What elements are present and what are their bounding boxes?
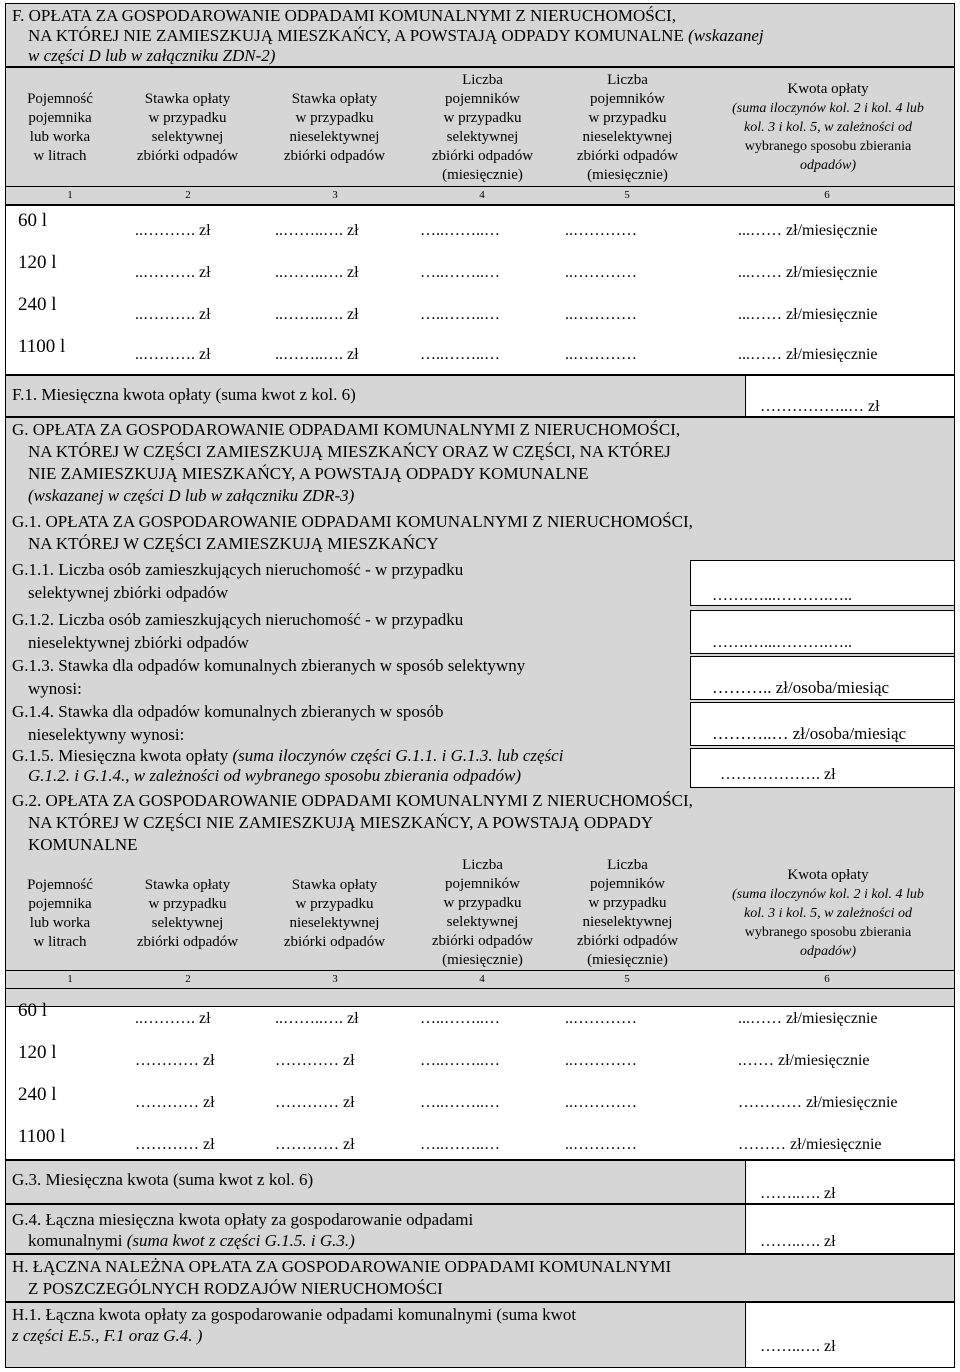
f-amount-field[interactable]: ...…… zł/miesięcznie xyxy=(738,306,878,323)
g13-label-line2: wynosi: xyxy=(28,679,82,698)
g2-title-line1: G.2. OPŁATA ZA GOSPODAROWANIE ODPADAMI KOMUNALNYMI Z NIERUCHOMOŚCI, xyxy=(12,791,693,810)
g3-value-field[interactable]: ……..…. zł xyxy=(760,1185,836,1202)
g4-label-line2: komunalnymi (suma kwot z części G.1.5. i G.3.) xyxy=(28,1231,355,1250)
f-row-capacity: 120 l xyxy=(18,252,57,273)
f-nonselective-count-field[interactable]: ..………… xyxy=(565,264,637,281)
g2-column-number-3: 3 xyxy=(332,973,338,985)
g2-amount-field[interactable]: .…… zł/miesięcznie xyxy=(738,1052,870,1069)
g2-nonselective-rate-field[interactable]: ………… zł xyxy=(275,1094,355,1111)
g2-nonselective-count-field[interactable]: ..………… xyxy=(565,1052,637,1069)
g2-amount-field[interactable]: ………… zł/miesięcznie xyxy=(738,1094,898,1111)
column-header-selective-rate: Stawka opłaty w przypadku selektywnej zbiórki odpadów xyxy=(136,91,239,164)
g2-selective-count-field[interactable]: …..……..… xyxy=(420,1010,500,1027)
g2-amount-field[interactable]: ...…… zł/miesięcznie xyxy=(738,1010,878,1027)
g2-column-number-6: 6 xyxy=(824,973,830,985)
f-selective-rate-field[interactable]: ..………. zł xyxy=(135,346,211,363)
column-number-1: 1 xyxy=(67,189,73,201)
f1-value-field[interactable]: ……………..… zł xyxy=(760,398,880,415)
g2-column-header-amount: Kwota opłaty (suma iloczynów kol. 2 i kol. 4 lub kol. 3 i kol. 5, w zależności od wybranego sposobu zbierania odpadów) xyxy=(732,867,924,959)
g2-selective-count-field[interactable]: …..……..… xyxy=(420,1094,500,1111)
g2-selective-rate-field[interactable]: ………… zł xyxy=(135,1136,215,1153)
g2-nonselective-rate-field[interactable]: ..……..…. zł xyxy=(275,1010,359,1027)
h1-label-line2: z części E.5., F.1 oraz G.4. ) xyxy=(12,1326,203,1345)
f-nonselective-count-field[interactable]: ..………… xyxy=(565,346,637,363)
g2-column-number-1: 1 xyxy=(67,973,73,985)
g2-column-number-2: 2 xyxy=(185,973,191,985)
g2-nonselective-count-field[interactable]: ..………… xyxy=(565,1136,637,1153)
g2-column-header-capacity: Pojemność pojemnika lub worka w litrach xyxy=(27,877,93,950)
section-h-title-line2: Z POSZCZEGÓLNYCH RODZAJÓW NIERUCHOMOŚCI xyxy=(28,1279,443,1298)
f-nonselective-rate-field[interactable]: ..……..…. zł xyxy=(275,306,359,323)
g2-column-number-divider xyxy=(5,970,955,971)
section-g-title-line1: G. OPŁATA ZA GOSPODAROWANIE ODPADAMI KOMUNALNYMI Z NIERUCHOMOŚCI, xyxy=(12,420,681,439)
section-h-title-line1: H. ŁĄCZNA NALEŻNA OPŁATA ZA GOSPODAROWANIE ODPADAMI KOMUNALNYMI xyxy=(12,1257,672,1276)
g2-selective-count-field[interactable]: …..……..… xyxy=(420,1052,500,1069)
section-g-title-line3: NIE ZAMIESZKUJĄ MIESZKAŃCY, A POWSTAJĄ ODPADY KOMUNALNE xyxy=(28,464,589,483)
section-f-title-line1: F. OPŁATA ZA GOSPODAROWANIE ODPADAMI KOMUNALNYMI Z NIERUCHOMOŚCI, xyxy=(12,6,676,25)
f-selective-count-field[interactable]: …..……..… xyxy=(420,222,500,239)
g13-value-field[interactable]: ……….. zł/osoba/miesiąc xyxy=(712,678,890,697)
g2-row-capacity: 120 l xyxy=(18,1042,57,1063)
g2-nonselective-rate-field[interactable]: ………… zł xyxy=(275,1136,355,1153)
g2-selective-rate-field[interactable]: ………… zł xyxy=(135,1094,215,1111)
g1-title-line1: G.1. OPŁATA ZA GOSPODAROWANIE ODPADAMI KOMUNALNYMI Z NIERUCHOMOŚCI, xyxy=(12,512,693,531)
g2-selective-rate-field[interactable]: ………… zł xyxy=(135,1052,215,1069)
f-row-capacity: 1100 l xyxy=(18,336,66,357)
g2-nonselective-rate-field[interactable]: ………… zł xyxy=(275,1052,355,1069)
f-nonselective-rate-field[interactable]: ..……..…. zł xyxy=(275,346,359,363)
g12-label-line1: G.1.2. Liczba osób zamieszkujących nieruchomość - w przypadku xyxy=(12,610,464,629)
f-nonselective-rate-field[interactable]: ..……..…. zł xyxy=(275,264,359,281)
column-number-5: 5 xyxy=(624,189,630,201)
h1-value-field[interactable]: ……..…. zł xyxy=(760,1338,836,1355)
g3-label: G.3. Miesięczna kwota (suma kwot z kol. 6) xyxy=(12,1170,314,1189)
f-selective-count-field[interactable]: …..……..… xyxy=(420,346,500,363)
f-row-capacity: 240 l xyxy=(18,294,57,315)
g2-selective-count-field[interactable]: …..……..… xyxy=(420,1136,500,1153)
h1-value-box xyxy=(745,1302,955,1368)
g4-label-line1: G.4. Łączna miesięczna kwota opłaty za gospodarowanie odpadami xyxy=(12,1210,474,1229)
column-number-6: 6 xyxy=(824,189,830,201)
f-nonselective-rate-field[interactable]: ..……..…. zł xyxy=(275,222,359,239)
g2-column-header-nonselective-count: Liczba pojemników w przypadku nieselektywnej zbiórki odpadów (miesięcznie) xyxy=(576,857,679,968)
section-g-title-line2: NA KTÓREJ W CZĘŚCI ZAMIESZKUJĄ MIESZKAŃCY ORAZ W CZĘŚCI, NA KTÓREJ xyxy=(28,442,671,461)
f-selective-rate-field[interactable]: ..………. zł xyxy=(135,222,211,239)
g12-label-line2: nieselektywnej zbiórki odpadów xyxy=(28,633,249,652)
g15-value-field[interactable]: ………………. zł xyxy=(720,766,836,783)
g15-label-line2: G.1.2. i G.1.4., w zależności od wybranego sposobu zbierania odpadów) xyxy=(28,766,521,785)
column-number-3: 3 xyxy=(332,189,338,201)
column-number-divider xyxy=(5,186,955,187)
g2-selective-rate-field[interactable]: ..………. zł xyxy=(135,1010,211,1027)
g2-amount-field[interactable]: ……… zł/miesięcznie xyxy=(738,1136,882,1153)
g2-title-line3: KOMUNALNE xyxy=(28,835,138,854)
f-row-capacity: 60 l xyxy=(18,210,48,231)
g4-value-field[interactable]: ……..…. zł xyxy=(760,1233,836,1250)
f-amount-field[interactable]: ...…… zł/miesięcznie xyxy=(738,222,878,239)
column-header-amount: Kwota opłaty (suma iloczynów kol. 2 i kol. 4 lub kol. 3 i kol. 5, w zależności od wybranego sposobu zbierania odpadów) xyxy=(732,81,924,173)
column-number-2: 2 xyxy=(185,189,191,201)
g2-row-capacity: 240 l xyxy=(18,1084,57,1105)
g2-nonselective-count-field[interactable]: ..………… xyxy=(565,1010,637,1027)
g1-title-line2: NA KTÓREJ W CZĘŚCI ZAMIESZKUJĄ MIESZKAŃCY xyxy=(28,534,439,553)
column-header-selective-count: Liczba pojemników w przypadku selektywnej zbiórki odpadów (miesięcznie) xyxy=(431,72,534,183)
g2-title-line2: NA KTÓREJ W CZĘŚCI NIE ZAMIESZKUJĄ MIESZKAŃCY, A POWSTAJĄ ODPADY xyxy=(28,813,654,832)
column-header-capacity: Pojemność pojemnika lub worka w litrach xyxy=(27,91,93,164)
f-nonselective-count-field[interactable]: ..………… xyxy=(565,222,637,239)
g2-row-capacity: 1100 l xyxy=(18,1126,66,1147)
g2-column-header-selective-count: Liczba pojemników w przypadku selektywnej zbiórki odpadów (miesięcznie) xyxy=(431,857,534,968)
g14-label-line1: G.1.4. Stawka dla odpadów komunalnych zbieranych w sposób xyxy=(12,702,444,721)
g11-label-line2: selektywnej zbiórki odpadów xyxy=(28,583,229,602)
g15-label-line1: G.1.5. Miesięczna kwota opłaty (suma iloczynów części G.1.1. i G.1.3. lub części xyxy=(12,746,564,765)
f-selective-rate-field[interactable]: ..………. zł xyxy=(135,306,211,323)
f-selective-count-field[interactable]: …..……..… xyxy=(420,306,500,323)
g2-row-capacity: 60 l xyxy=(18,1000,48,1021)
g2-column-number-4: 4 xyxy=(479,973,485,985)
f-selective-count-field[interactable]: …..……..… xyxy=(420,264,500,281)
section-g-title-line4: (wskazanej w części D lub w załączniku ZDR-3) xyxy=(28,486,355,505)
f-amount-field[interactable]: ...…… zł/miesięcznie xyxy=(738,346,878,363)
h1-label-line1: H.1. Łączna kwota opłaty za gospodarowanie odpadami komunalnymi (suma kwot xyxy=(12,1305,577,1324)
section-f-title-line3: w części D lub w załączniku ZDN-2) xyxy=(28,46,276,65)
column-header-nonselective-rate: Stawka opłaty w przypadku nieselektywnej zbiórki odpadów xyxy=(283,91,386,164)
g2-column-header-nonselective-rate: Stawka opłaty w przypadku nieselektywnej zbiórki odpadów xyxy=(283,877,386,950)
g11-value-field[interactable]: …….…...……….….. xyxy=(712,587,852,604)
f-nonselective-count-field[interactable]: ..………… xyxy=(565,306,637,323)
g2-column-number-5: 5 xyxy=(624,973,630,985)
g13-label-line1: G.1.3. Stawka dla odpadów komunalnych zbieranych w sposób selektywny xyxy=(12,656,526,675)
column-number-4: 4 xyxy=(479,189,485,201)
f-amount-field[interactable]: ...…… zł/miesięcznie xyxy=(738,264,878,281)
column-header-nonselective-count: Liczba pojemników w przypadku nieselektywnej zbiórki odpadów (miesięcznie) xyxy=(576,72,679,183)
g14-label-line2: nieselektywny wynosi: xyxy=(28,725,185,744)
f-selective-rate-field[interactable]: ..………. zł xyxy=(135,264,211,281)
g14-value-field[interactable]: ………..… zł/osoba/miesiąc xyxy=(712,724,907,743)
g2-nonselective-count-field[interactable]: ..………… xyxy=(565,1094,637,1111)
section-f-title-line2: NA KTÓREJ NIE ZAMIESZKUJĄ MIESZKAŃCY, A POWSTAJĄ ODPADY KOMUNALNE (wskazanej xyxy=(28,26,764,45)
g2-column-header-selective-rate: Stawka opłaty w przypadku selektywnej zbiórki odpadów xyxy=(136,877,239,950)
g11-label-line1: G.1.1. Liczba osób zamieszkujących nieruchomość - w przypadku xyxy=(12,560,464,579)
f1-label: F.1. Miesięczna kwota opłaty (suma kwot z kol. 6) xyxy=(12,385,356,404)
g12-value-field[interactable]: …….…...……….….. xyxy=(712,634,852,651)
